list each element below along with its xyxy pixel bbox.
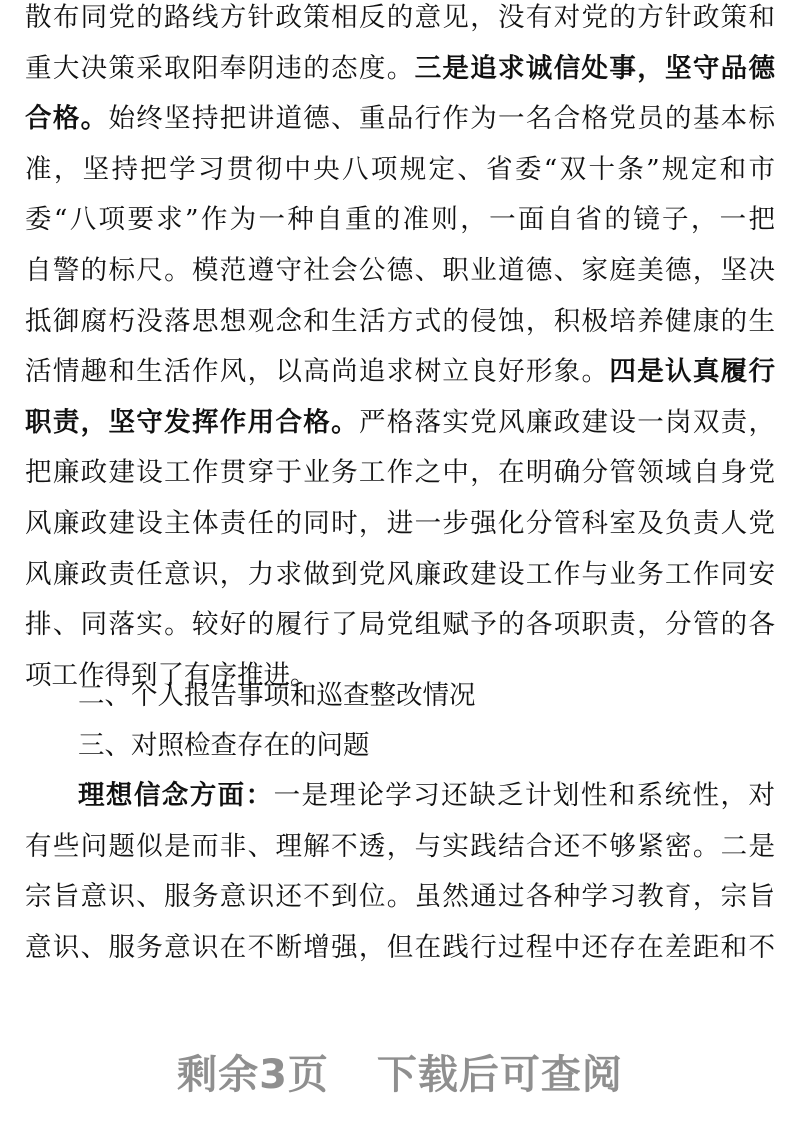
text-line <box>25 251 775 291</box>
text-segment: 把廉政建设工作贯穿于业务工作之中，在明确分管领域自身党 <box>25 457 775 489</box>
text-line <box>25 99 775 139</box>
bold-text-segment: 合格。 <box>25 103 109 135</box>
text-segment: 委“八项要求”作为一种自重的准则，一面自省的镜子，一把 <box>25 204 775 236</box>
text-line <box>25 555 775 595</box>
bold-text-segment: 职责，坚守发挥作用合格。 <box>25 406 359 438</box>
text-line <box>25 49 775 89</box>
text-line <box>25 453 775 493</box>
remaining-pages-label: 剩余3页 <box>177 1052 329 1098</box>
text-line <box>25 302 775 342</box>
text-segment: 有些问题似是而非、理解不透，与实践结合还不够紧密。二是 <box>25 830 775 862</box>
text-segment: 始终坚持把讲道德、重品行作为一名合格党员的基本标 <box>108 103 775 135</box>
text-segment: 重大决策采取阳奉阴违的态度。 <box>25 52 415 84</box>
text-segment: 宗旨意识、服务意识还不到位。虽然通过各种学习教育，宗旨 <box>25 881 775 913</box>
text-segment: 项工作得到了有序推进。 <box>25 659 317 691</box>
bold-text-segment: 四是认真履行 <box>609 356 775 388</box>
text-line <box>25 403 775 443</box>
bold-text-segment: 理想信念方面： <box>78 780 274 811</box>
text-line <box>25 928 775 968</box>
text-line <box>25 877 775 917</box>
text-segment: 活情趣和生活作风，以高尚追求树立良好形象。 <box>25 356 610 388</box>
text-line <box>25 605 775 645</box>
text-line <box>25 352 775 392</box>
text-segment: 准，坚持把学习贯彻中央八项规定、省委“双十条”规定和市 <box>25 153 775 185</box>
bold-text-segment: 三是追求诚信处事，坚守品德 <box>414 52 775 84</box>
text-segment: 风廉政责任意识，力求做到党风廉政建设工作与业务工作同安 <box>25 558 775 590</box>
text-line <box>78 776 775 816</box>
text-segment: 风廉政建设主体责任的同时，进一步强化分管科室及负责人党 <box>25 508 775 539</box>
text-line <box>25 827 775 867</box>
text-segment: 意识、服务意识在不断增强，但在践行过程中还存在差距和不 <box>25 931 775 963</box>
download-prompt[interactable] <box>0 1043 800 1100</box>
section-heading-2: 二、个人报告事项和巡查整改情况 <box>78 680 476 711</box>
text-segment: 排、同落实。较好的履行了局党组赋予的各项职责，分管的各 <box>25 609 775 641</box>
text-segment: 散布同党的路线方针政策相反的意见，没有对党的方针政策和 <box>25 2 775 33</box>
section-heading-3: 三、对照检查存在的问题 <box>78 730 370 761</box>
text-segment: 自警的标尺。模范遵守社会公德、职业道德、家庭美德，坚决 <box>25 255 775 286</box>
text-line <box>25 504 775 544</box>
text-line <box>25 0 775 38</box>
text-segment: 抵御腐朽没落思想观念和生活方式的侵蚀，积极培养健康的生 <box>25 305 775 337</box>
download-hint-label: 下载后可查阅 <box>376 1052 623 1098</box>
text-segment: 严格落实党风廉政建设一岗双责， <box>358 406 775 438</box>
text-line <box>25 200 775 240</box>
text-segment: 一是理论学习还缺乏计划性和系统性，对 <box>273 780 775 811</box>
text-line <box>25 150 775 190</box>
